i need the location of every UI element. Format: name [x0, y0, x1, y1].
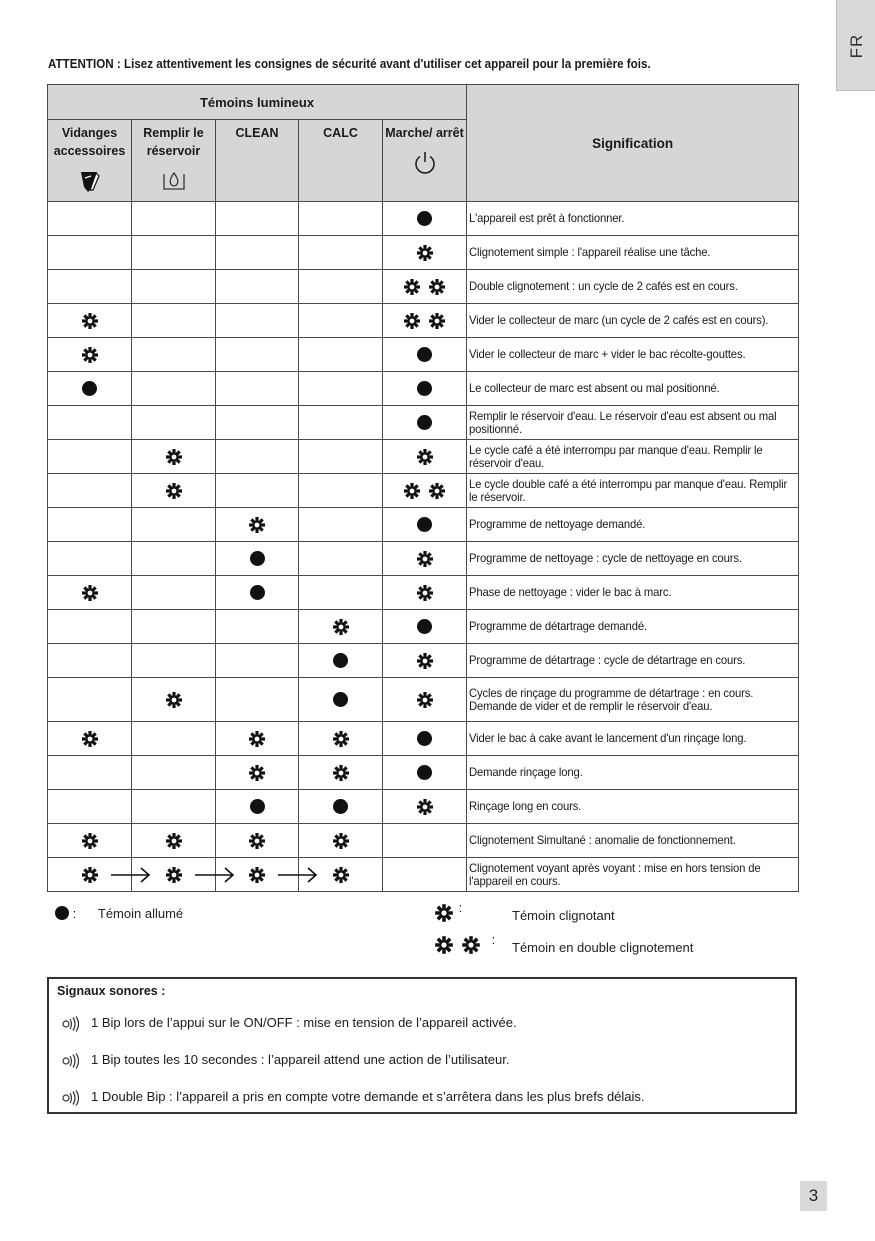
indicator-on-icon — [250, 799, 265, 814]
indicator-cell — [216, 270, 299, 304]
indicator-group-header: Témoins lumineux — [48, 85, 467, 120]
sound-item-text: 1 Double Bip : l’appareil a pris en compte votre demande et s’arrêtera dans les plus brefs délais. — [91, 1089, 645, 1104]
blink-icon — [80, 831, 100, 851]
table-row — [48, 202, 799, 236]
legend-on — [55, 906, 183, 921]
blink-icon — [415, 447, 435, 467]
blink-icon — [433, 934, 455, 956]
indicator-cell — [132, 270, 216, 304]
blink-icon — [402, 277, 422, 297]
signification-text: Vider le bac à cake avant le lancement d'un rinçage long. — [469, 731, 747, 746]
legend-blink — [433, 900, 615, 924]
indicator-on-icon — [417, 765, 432, 780]
table-row — [48, 406, 799, 440]
indicator-on-icon — [333, 692, 348, 707]
signification-cell — [467, 542, 799, 576]
indicator-cell — [132, 202, 216, 236]
indicator-cell — [383, 756, 467, 790]
indicator-cell — [48, 678, 132, 722]
sound-item — [61, 1052, 509, 1069]
indicator-cell — [383, 236, 467, 270]
signification-text: Programme de détartrage : cycle de détartrage en cours. — [469, 653, 746, 668]
indicator-cell — [48, 304, 132, 338]
signification-text: Demande rinçage long. — [469, 765, 583, 780]
blink-icon — [415, 243, 435, 263]
speaker-icon — [61, 1016, 83, 1032]
table-row — [48, 790, 799, 824]
indicator-on-icon — [82, 381, 97, 396]
indicator-cell — [216, 304, 299, 338]
table-row — [48, 576, 799, 610]
blink-icon — [164, 447, 184, 467]
indicator-cell — [383, 678, 467, 722]
indicator-cell — [216, 610, 299, 644]
indicator-cell — [132, 338, 216, 372]
indicator-cell — [48, 576, 132, 610]
indicator-cell — [48, 610, 132, 644]
indicator-cell — [48, 644, 132, 678]
indicator-cell — [216, 542, 299, 576]
indicator-cell — [48, 440, 132, 474]
indicator-cell — [383, 440, 467, 474]
indicator-cell — [216, 236, 299, 270]
indicator-cell — [48, 824, 132, 858]
indicator-cell — [299, 722, 383, 756]
sound-signals-title: Signaux sonores : — [57, 984, 166, 998]
blink-icon — [415, 583, 435, 603]
blink-icon — [331, 617, 351, 637]
indicator-cell — [132, 610, 216, 644]
indicator-on-icon — [417, 211, 432, 226]
blink-icon — [80, 345, 100, 365]
signification-text: Le collecteur de marc est absent ou mal positionné. — [469, 381, 720, 396]
signification-cell — [467, 304, 799, 338]
indicator-cell — [132, 508, 216, 542]
indicator-cell — [48, 338, 132, 372]
signification-text: Clignotement Simultané : anomalie de fonctionnement. — [469, 833, 736, 848]
indicator-cell — [48, 474, 132, 508]
indicator-cell — [299, 406, 383, 440]
indicator-cell — [132, 440, 216, 474]
column-header — [48, 120, 132, 202]
indicator-cell — [132, 542, 216, 576]
blink-icon — [415, 651, 435, 671]
signification-text: Clignotement simple : l'appareil réalise une tâche. — [469, 245, 711, 260]
indicator-table — [47, 84, 799, 892]
blink-icon — [331, 831, 351, 851]
blink-icon — [247, 515, 267, 535]
indicator-cell — [299, 678, 383, 722]
indicator-cell — [299, 338, 383, 372]
indicator-cell — [216, 338, 299, 372]
signification-cell — [467, 372, 799, 406]
double-blink-icon — [402, 481, 447, 501]
table-row — [48, 236, 799, 270]
indicator-cell — [132, 790, 216, 824]
legend-on-label: Témoin allumé — [97, 906, 184, 921]
table-row — [48, 542, 799, 576]
table-row — [48, 858, 799, 892]
indicator-cell — [48, 236, 132, 270]
indicator-cell — [48, 858, 132, 892]
blink-icon — [415, 690, 435, 710]
indicator-on-icon — [417, 619, 432, 634]
indicator-on-icon — [417, 731, 432, 746]
page-number: 3 — [800, 1181, 827, 1211]
legend-separator: : — [458, 900, 463, 915]
blink-icon — [164, 831, 184, 851]
indicator-cell — [132, 406, 216, 440]
legend-separator: : — [491, 932, 496, 947]
indicator-on-icon — [250, 551, 265, 566]
blink-icon — [415, 549, 435, 569]
table-row — [48, 678, 799, 722]
table-row — [48, 508, 799, 542]
blink-icon — [247, 763, 267, 783]
indicator-cell — [299, 542, 383, 576]
indicator-cell — [299, 202, 383, 236]
signification-text: Cycles de rinçage du programme de détartrage : en cours. Demande de vider et de remplir le réservoir d'eau. — [469, 686, 754, 713]
blink-icon — [80, 583, 100, 603]
indicator-cell — [383, 474, 467, 508]
blink-icon — [427, 311, 447, 331]
indicator-cell — [299, 440, 383, 474]
indicator-cell — [299, 610, 383, 644]
indicator-cell — [48, 722, 132, 756]
signification-cell — [467, 440, 799, 474]
indicator-cell — [132, 474, 216, 508]
double-blink-icon — [402, 311, 447, 331]
signification-cell — [467, 270, 799, 304]
indicator-cell — [132, 824, 216, 858]
indicator-cell — [132, 372, 216, 406]
table-row — [48, 338, 799, 372]
indicator-cell — [383, 858, 467, 892]
column-header-label: Vidanges accessoires — [53, 126, 126, 158]
indicator-cell — [216, 406, 299, 440]
indicator-cell — [216, 756, 299, 790]
indicator-cell — [383, 610, 467, 644]
blink-icon — [164, 865, 184, 885]
indicator-blink-icon — [433, 904, 455, 919]
indicator-cell — [216, 824, 299, 858]
indicator-cell — [299, 304, 383, 338]
language-label: FR — [846, 33, 866, 59]
table-row — [48, 372, 799, 406]
blink-icon — [247, 831, 267, 851]
speaker-icon — [61, 1090, 83, 1106]
power-icon — [412, 150, 438, 176]
indicator-cell — [132, 756, 216, 790]
indicator-cell — [299, 644, 383, 678]
signification-cell — [467, 202, 799, 236]
indicator-cell — [383, 406, 467, 440]
table-row — [48, 270, 799, 304]
indicator-on-icon — [417, 347, 432, 362]
indicator-on-icon — [417, 415, 432, 430]
signification-cell — [467, 824, 799, 858]
arrow-right-icon — [195, 866, 235, 884]
signification-cell — [467, 756, 799, 790]
indicator-cell — [132, 722, 216, 756]
water-tank-icon — [161, 168, 187, 192]
blink-icon — [164, 481, 184, 501]
table-row — [48, 304, 799, 338]
table-row — [48, 756, 799, 790]
arrow-right-icon — [278, 866, 318, 884]
indicator-on-icon — [417, 517, 432, 532]
signification-cell — [467, 508, 799, 542]
blink-icon — [80, 311, 100, 331]
blink-icon — [331, 729, 351, 749]
signification-cell — [467, 678, 799, 722]
indicator-cell — [383, 270, 467, 304]
indicator-cell — [299, 270, 383, 304]
legend-double — [433, 932, 694, 956]
indicator-cell — [383, 202, 467, 236]
column-header-label: Remplir le réservoir — [143, 126, 204, 158]
indicator-double-blink-icon — [433, 936, 482, 951]
column-header-label: CALC — [323, 126, 358, 140]
indicator-on-icon — [55, 906, 69, 920]
indicator-cell — [216, 372, 299, 406]
signification-cell — [467, 406, 799, 440]
indicator-on-icon — [250, 585, 265, 600]
indicator-cell — [48, 202, 132, 236]
indicator-cell — [48, 270, 132, 304]
indicator-cell — [132, 304, 216, 338]
speaker-icon — [61, 1053, 83, 1069]
indicator-cell — [216, 202, 299, 236]
column-header — [383, 120, 467, 202]
indicator-cell — [383, 644, 467, 678]
indicator-cell — [132, 644, 216, 678]
signification-text: Programme de nettoyage : cycle de nettoyage en cours. — [469, 551, 742, 566]
indicator-cell — [299, 508, 383, 542]
column-header-label: Marche/ arrêt — [385, 126, 464, 140]
blink-icon — [427, 481, 447, 501]
column-header — [132, 120, 216, 202]
sound-item-text: 1 Bip toutes les 10 secondes : l’appareil attend une action de l’utilisateur. — [91, 1052, 510, 1067]
indicator-cell — [299, 756, 383, 790]
indicator-cell — [383, 824, 467, 858]
signification-cell — [467, 610, 799, 644]
column-header — [216, 120, 299, 202]
column-header — [299, 120, 383, 202]
language-tab — [836, 0, 875, 91]
indicator-cell — [299, 236, 383, 270]
indicator-on-icon — [417, 381, 432, 396]
blink-icon — [331, 763, 351, 783]
signification-cell — [467, 338, 799, 372]
signification-cell — [467, 474, 799, 508]
blink-icon — [402, 481, 422, 501]
indicator-cell — [299, 824, 383, 858]
indicator-cell — [383, 722, 467, 756]
grounds-container-icon — [77, 168, 103, 194]
indicator-cell — [383, 304, 467, 338]
indicator-cell — [216, 722, 299, 756]
indicator-cell — [299, 372, 383, 406]
table-row — [48, 474, 799, 508]
indicator-cell — [383, 372, 467, 406]
indicator-cell — [383, 508, 467, 542]
indicator-cell — [48, 756, 132, 790]
blink-icon — [433, 902, 455, 924]
signification-text: Le cycle café a été interrompu par manque d'eau. Remplir le réservoir d'eau. — [469, 443, 763, 470]
signification-text: Le cycle double café a été interrompu par manque d'eau. Remplir le réservoir. — [469, 477, 788, 504]
indicator-cell — [383, 576, 467, 610]
signification-text: Clignotement voyant après voyant : mise en hors tension de l'appareil en cours. — [469, 861, 761, 888]
indicator-on-icon — [333, 653, 348, 668]
signification-text: Phase de nettoyage : vider le bac à marc. — [469, 585, 672, 600]
indicator-cell — [216, 644, 299, 678]
blink-icon — [460, 934, 482, 956]
double-blink-icon — [433, 934, 482, 956]
signification-text: Vider le collecteur de marc (un cycle de 2 cafés est en cours). — [469, 313, 769, 328]
indicator-cell — [132, 236, 216, 270]
signification-text: Programme de nettoyage demandé. — [469, 517, 646, 532]
signification-cell — [467, 236, 799, 270]
signification-cell — [467, 644, 799, 678]
indicator-cell — [132, 678, 216, 722]
table-row — [48, 722, 799, 756]
indicator-cell — [299, 790, 383, 824]
signification-text: Rinçage long en cours. — [469, 799, 582, 814]
indicator-cell — [48, 508, 132, 542]
blink-icon — [247, 729, 267, 749]
signification-cell — [467, 858, 799, 892]
blink-icon — [247, 865, 267, 885]
signification-text: Double clignotement : un cycle de 2 cafés est en cours. — [469, 279, 738, 294]
indicator-cell — [299, 576, 383, 610]
indicator-cell — [48, 406, 132, 440]
indicator-cell — [216, 508, 299, 542]
blink-icon — [164, 690, 184, 710]
indicator-cell — [216, 790, 299, 824]
indicator-cell — [383, 338, 467, 372]
blink-icon — [402, 311, 422, 331]
indicator-cell — [216, 576, 299, 610]
indicator-cell — [383, 790, 467, 824]
blink-icon — [80, 729, 100, 749]
signification-cell — [467, 790, 799, 824]
attention-notice: ATTENTION : Lisez attentivement les consignes de sécurité avant d'utiliser cet appareil pour la première fois. — [48, 57, 651, 71]
signification-cell — [467, 722, 799, 756]
legend-double-label: Témoin en double clignotement — [512, 940, 694, 955]
legend-separator: : — [72, 906, 77, 921]
table-row — [48, 610, 799, 644]
blink-icon — [80, 865, 100, 885]
indicator-cell — [216, 474, 299, 508]
blink-icon — [427, 277, 447, 297]
indicator-cell — [383, 542, 467, 576]
indicator-cell — [48, 790, 132, 824]
signification-text: Programme de détartrage demandé. — [469, 619, 648, 634]
blink-icon — [415, 797, 435, 817]
legend-blink-label: Témoin clignotant — [512, 908, 615, 923]
signification-text: L'appareil est prêt à fonctionner. — [469, 211, 625, 226]
indicator-cell — [48, 372, 132, 406]
sound-item — [61, 1089, 645, 1106]
sound-signals-box — [47, 977, 797, 1114]
indicator-cell — [48, 542, 132, 576]
indicator-cell — [132, 576, 216, 610]
sound-item — [61, 1015, 517, 1032]
indicator-on-icon — [333, 799, 348, 814]
signification-text: Remplir le réservoir d'eau. Le réservoir d'eau est absent ou mal positionné. — [469, 409, 777, 436]
column-header-label: CLEAN — [235, 126, 279, 140]
table-row — [48, 824, 799, 858]
indicator-cell — [299, 474, 383, 508]
table-row — [48, 440, 799, 474]
table-row — [48, 644, 799, 678]
indicator-cell — [216, 678, 299, 722]
signification-cell — [467, 576, 799, 610]
indicator-cell — [216, 440, 299, 474]
sound-item-text: 1 Bip lors de l’appui sur le ON/OFF : mise en tension de l’appareil activée. — [91, 1015, 517, 1030]
double-blink-icon — [402, 277, 447, 297]
arrow-right-icon — [111, 866, 151, 884]
blink-icon — [331, 865, 351, 885]
signification-header: Signification — [467, 85, 799, 202]
signification-text: Vider le collecteur de marc + vider le bac récolte-gouttes. — [469, 347, 746, 362]
